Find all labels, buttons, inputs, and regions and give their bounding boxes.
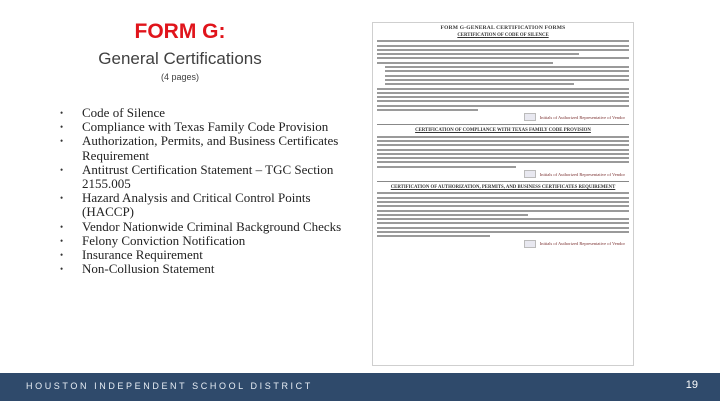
signature-line — [373, 240, 633, 248]
slide-title: FORM G: — [134, 20, 226, 43]
list-item: • Authorization, Permits, and Business Certificates Requirement — [60, 134, 356, 162]
signature-line — [373, 113, 633, 121]
list-item: • Hazard Analysis and Critical Control Points (HACCP) — [60, 191, 356, 219]
section-authorization-permits: CERTIFICATION OF AUTHORIZATION, PERMITS, AND BUSINESS CERTIFICATES REQUIREMENT — [390, 185, 616, 191]
footer-bar — [0, 373, 720, 401]
certification-list — [60, 106, 356, 276]
document-header: FORM G-GENERAL CERTIFICATION FORMS — [440, 25, 566, 31]
section-body — [373, 136, 633, 168]
signature-label: Initials of Authorized Representative of Vendor — [539, 114, 625, 120]
form-document-preview — [372, 22, 634, 366]
signature-label: Initials of Authorized Representative of Vendor — [539, 241, 625, 247]
initials-box — [524, 240, 536, 248]
list-item: • Insurance Requirement — [60, 248, 356, 262]
section-body — [373, 192, 633, 237]
list-item: • Compliance with Texas Family Code Provision — [60, 120, 356, 134]
organization-name: HOUSTON INDEPENDENT SCHOOL DISTRICT — [26, 381, 313, 391]
list-item: • Felony Conviction Notification — [60, 234, 356, 248]
initials-box — [524, 170, 536, 178]
list-item: • Antitrust Certification Statement – TGC Section 2155.005 — [60, 163, 356, 191]
page-count-note: (4 pages) — [160, 72, 200, 82]
section-code-of-silence: CERTIFICATION OF CODE OF SILENCE — [457, 33, 549, 38]
signature-label: Initials of Authorized Representative of Vendor — [539, 171, 625, 177]
section-family-code: CERTIFICATION OF COMPLIANCE WITH TEXAS FAMILY CODE PROVISION — [415, 128, 591, 134]
slide-subtitle: General Certifications — [98, 49, 262, 68]
section-body — [373, 40, 633, 111]
initials-box — [524, 113, 536, 121]
list-item: • Non-Collusion Statement — [60, 262, 356, 276]
list-item: • Vendor Nationwide Criminal Background Checks — [60, 220, 356, 234]
signature-line — [373, 170, 633, 178]
page-number: 19 — [685, 379, 698, 391]
list-item: • Code of Silence — [60, 106, 356, 120]
